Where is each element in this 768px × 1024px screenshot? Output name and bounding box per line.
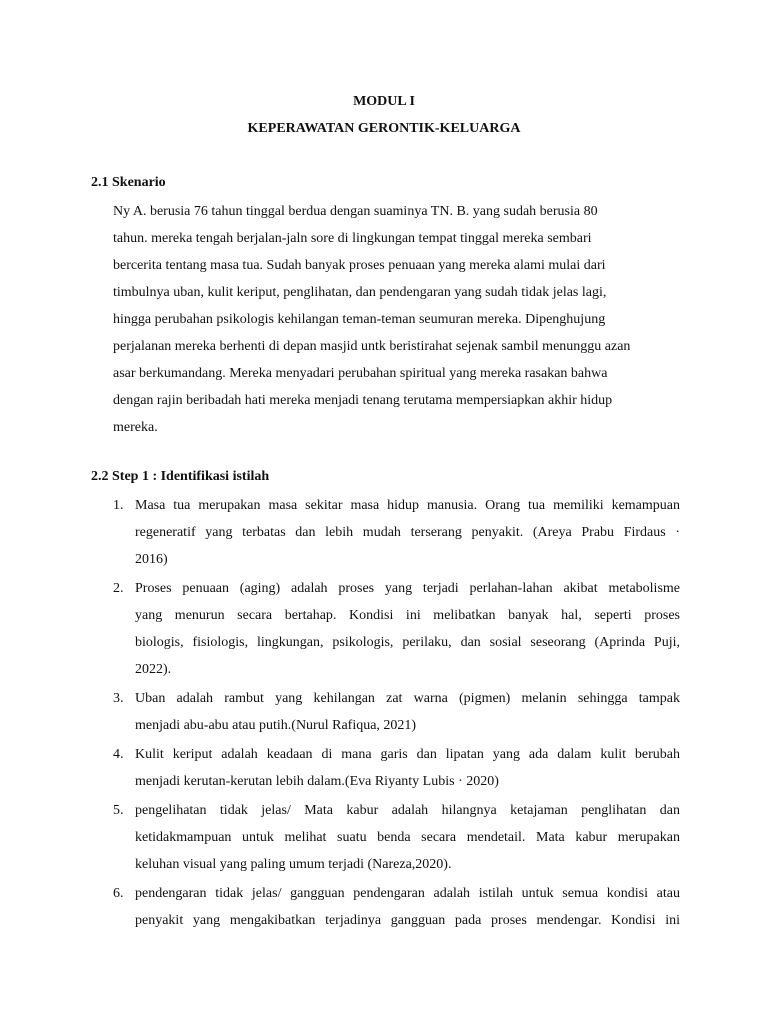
list-line: pengelihatan tidak jelas/ Mata kabur adalah hilangnya ketajaman penglihatan dan — [135, 803, 680, 818]
paragraph-line: hingga perubahan psikologis kehilangan teman-teman seumuran mereka. Dipenghujung — [113, 312, 606, 327]
list-line: menjadi kerutan-kerutan lebih dalam.(Eva Riyanty Lubis · 2020) — [135, 774, 499, 789]
list-line: 2016) — [135, 552, 168, 567]
list-line: ketidakmampuan untuk melihat suatu benda secara mendetail. Mata kabur merupakan — [135, 830, 680, 845]
list-line: biologis, fisiologis, lingkungan, psikologis, perilaku, dan sosial seseorang (Aprinda Puji, — [135, 635, 680, 650]
list-number: 2. — [113, 581, 124, 596]
list-line: pendengaran tidak jelas/ gangguan pendengaran adalah istilah untuk semua kondisi atau — [135, 886, 680, 901]
paragraph-line: perjalanan mereka berhenti di depan masjid untk beristirahat sejenak sambil menunggu azan — [113, 339, 631, 354]
paragraph-line: tahun. mereka tengah berjalan-jaln sore di lingkungan tempat tinggal mereka sembari — [113, 231, 592, 246]
list-line: Uban adalah rambut yang kehilangan zat warna (pigmen) melanin sehingga tampak — [135, 691, 680, 706]
list-number: 1. — [113, 498, 124, 513]
list-line: Masa tua merupakan masa sekitar masa hidup manusia. Orang tua memiliki kemampuan — [135, 498, 680, 513]
list-number: 6. — [113, 886, 124, 901]
list-item — [113, 797, 680, 878]
list-item — [113, 575, 680, 683]
list-item — [113, 492, 680, 573]
list-line: regeneratif yang terbatas dan lebih mudah terserang penyakit. (Areya Prabu Firdaus · — [135, 525, 680, 540]
list-number: 4. — [113, 747, 124, 762]
list-line: menjadi abu-abu atau putih.(Nurul Rafiqua, 2021) — [135, 718, 417, 733]
list-number: 3. — [113, 691, 124, 706]
list-item — [113, 880, 680, 934]
section-heading-step1: 2.2 Step 1 : Identifikasi istilah — [91, 469, 270, 484]
list-item — [113, 741, 680, 795]
list-line: 2022). — [135, 662, 172, 677]
list-line: Kulit keriput adalah keadaan di mana garis dan lipatan yang ada dalam kulit berubah — [135, 747, 680, 762]
section-heading-skenario: 2.1 Skenario — [91, 175, 166, 190]
paragraph-line: timbulnya uban, kulit keriput, penglihatan, dan pendengaran yang sudah tidak jelas lagi, — [113, 285, 607, 300]
list-line: penyakit yang mengakibatkan terjadinya gangguan pada proses mendengar. Kondisi ini — [135, 913, 680, 928]
module-subtitle: KEPERAWATAN GERONTIK-KELUARGA — [247, 121, 521, 136]
list-number: 5. — [113, 803, 124, 818]
term-list — [113, 492, 680, 936]
skenario-paragraph — [113, 198, 678, 441]
paragraph-line: Ny A. berusia 76 tahun tinggal berdua dengan suaminya TN. B. yang sudah berusia 80 — [113, 204, 598, 219]
paragraph-line: bercerita tentang masa tua. Sudah banyak proses penuaan yang mereka alami mulai dari — [113, 258, 606, 273]
paragraph-line: dengan rajin beribadah hati mereka menjadi tenang terutama mempersiapkan akhir hidup — [113, 393, 613, 408]
paragraph-line: asar berkumandang. Mereka menyadari perubahan spiritual yang mereka rasakan bahwa — [113, 366, 608, 381]
list-line: yang menurun secara bertahap. Kondisi ini melibatkan banyak hal, seperti proses — [135, 608, 680, 623]
paragraph-line: mereka. — [113, 420, 158, 435]
list-line: Proses penuaan (aging) adalah proses yang terjadi perlahan-lahan akibat metabolisme — [135, 581, 680, 596]
module-title: MODUL I — [353, 94, 415, 109]
list-line: keluhan visual yang paling umum terjadi (Nareza,2020). — [135, 857, 452, 872]
list-item — [113, 685, 680, 739]
